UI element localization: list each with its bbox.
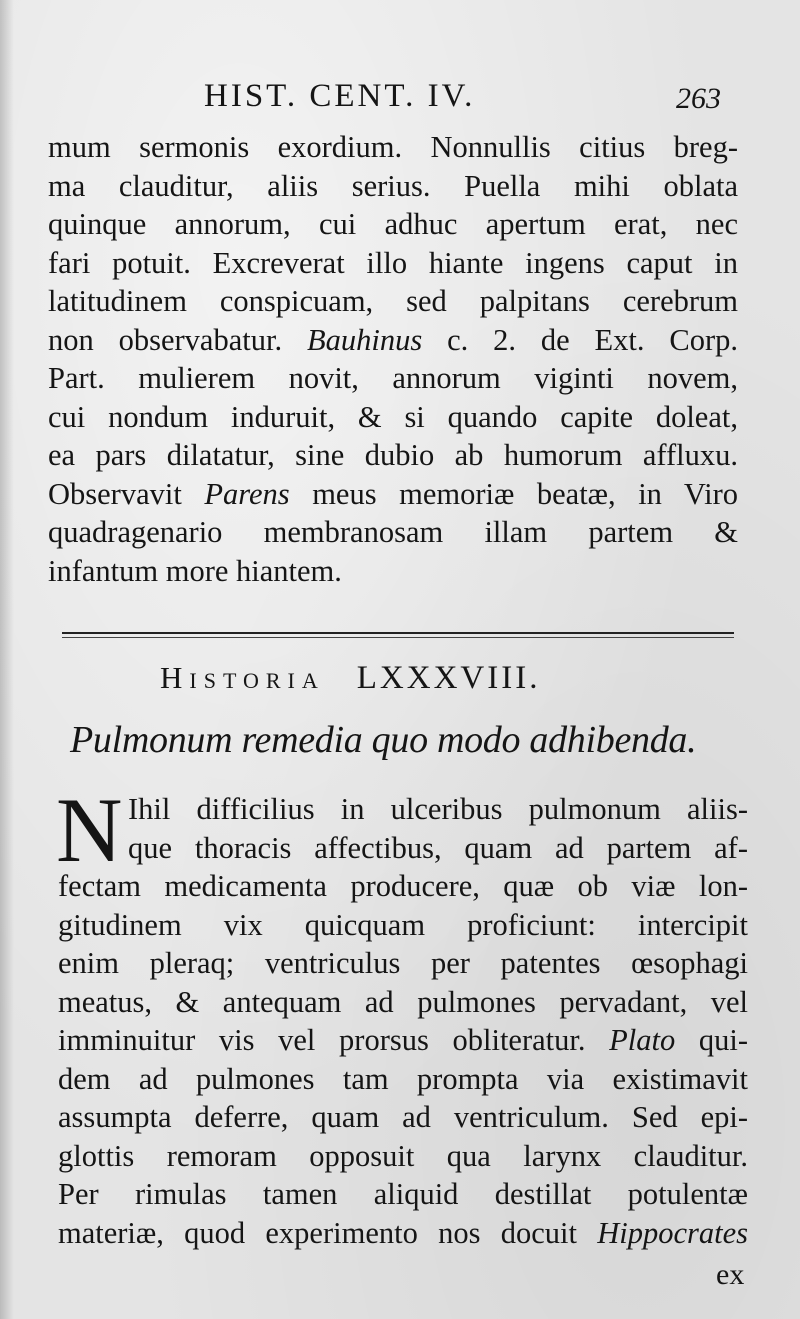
author-name-hippocrates: Hippocrates <box>597 1215 748 1250</box>
text-line: dem ad pulmones tam prompta via existimavit <box>58 1061 748 1096</box>
text-line <box>58 1214 748 1253</box>
text-line: infantum more hiantem. <box>48 553 342 588</box>
text-line <box>58 1021 748 1060</box>
drop-cap: N <box>56 779 123 881</box>
text-line: Ihil difficilius in ulceribus pulmonum aliis- <box>128 792 748 826</box>
text-line: ea pars dilatatur, sine dubio ab humorum affluxu. <box>48 438 738 472</box>
section-divider <box>62 632 734 634</box>
text-line <box>48 475 738 514</box>
text-run: Observavit <box>48 476 205 511</box>
text-run: qui- <box>675 1023 748 1057</box>
historia-numeral: LXXXVIII. <box>356 660 541 696</box>
section-divider-thin <box>62 637 734 638</box>
paragraph-continued <box>48 128 738 590</box>
text-run: imminuitur vis vel prorsus obliteratur. <box>58 1023 586 1057</box>
italic-parens: Parens <box>204 476 290 511</box>
text-line: mum sermonis exordium. Nonnullis citius breg- <box>48 130 738 164</box>
text-line: assumpta deferre, quam ad ventriculum. Sed epi- <box>58 1100 748 1134</box>
paragraph-main <box>56 779 748 1252</box>
text-line: fari potuit. Excreverat illo hiante ingens caput in <box>48 245 738 280</box>
catchword: ex <box>716 1258 745 1291</box>
text-line: gitudinem vix quicquam proficiunt: intercipit <box>58 907 748 942</box>
running-title: HIST. CENT. IV. <box>204 78 476 114</box>
text-line <box>48 321 738 360</box>
running-head <box>0 78 800 122</box>
text-line: ma clauditur, aliis serius. Puella mihi oblata <box>48 168 738 203</box>
author-name-plato: Plato <box>609 1023 676 1057</box>
text-line: quadragenario membranosam illam partem & <box>48 515 738 549</box>
text-line: enim pleraq; ventriculus per patentes œsophagi <box>58 946 748 980</box>
text-run: c. 2. de Ext. Corp. <box>422 322 738 357</box>
historia-heading <box>160 660 540 697</box>
text-run: meus memoriæ beatæ, in Viro <box>289 476 738 511</box>
text-line: quinque annorum, cui adhuc apertum erat, nec <box>48 207 738 241</box>
text-line: glottis remoram opposuit qua larynx clauditur. <box>58 1138 748 1173</box>
chapter-subtitle: Pulmonum remedia quo modo adhibenda. <box>70 719 697 761</box>
text-line: latitudinem conspicuam, sed palpitans cerebrum <box>48 284 738 318</box>
text-line: que thoracis affectibus, quam ad partem af- <box>128 830 748 865</box>
text-line: meatus, & antequam ad pulmones pervadant, vel <box>58 984 748 1019</box>
author-name-bauhinus: Bauhinus <box>306 322 423 357</box>
text-line: fectam medicamenta producere, quæ ob viæ lon- <box>58 869 748 903</box>
page-number: 263 <box>676 82 721 115</box>
text-line: cui nondum induruit, & si quando capite doleat, <box>48 399 738 434</box>
text-line: Part. mulierem novit, annorum viginti novem, <box>48 361 738 395</box>
text-line: Per rimulas tamen aliquid destillat potulentæ <box>58 1177 748 1211</box>
text-run: non observabatur. <box>48 322 307 357</box>
historia-label: Historia <box>160 660 325 695</box>
text-run: materiæ, quod experimento nos docuit <box>58 1215 598 1250</box>
